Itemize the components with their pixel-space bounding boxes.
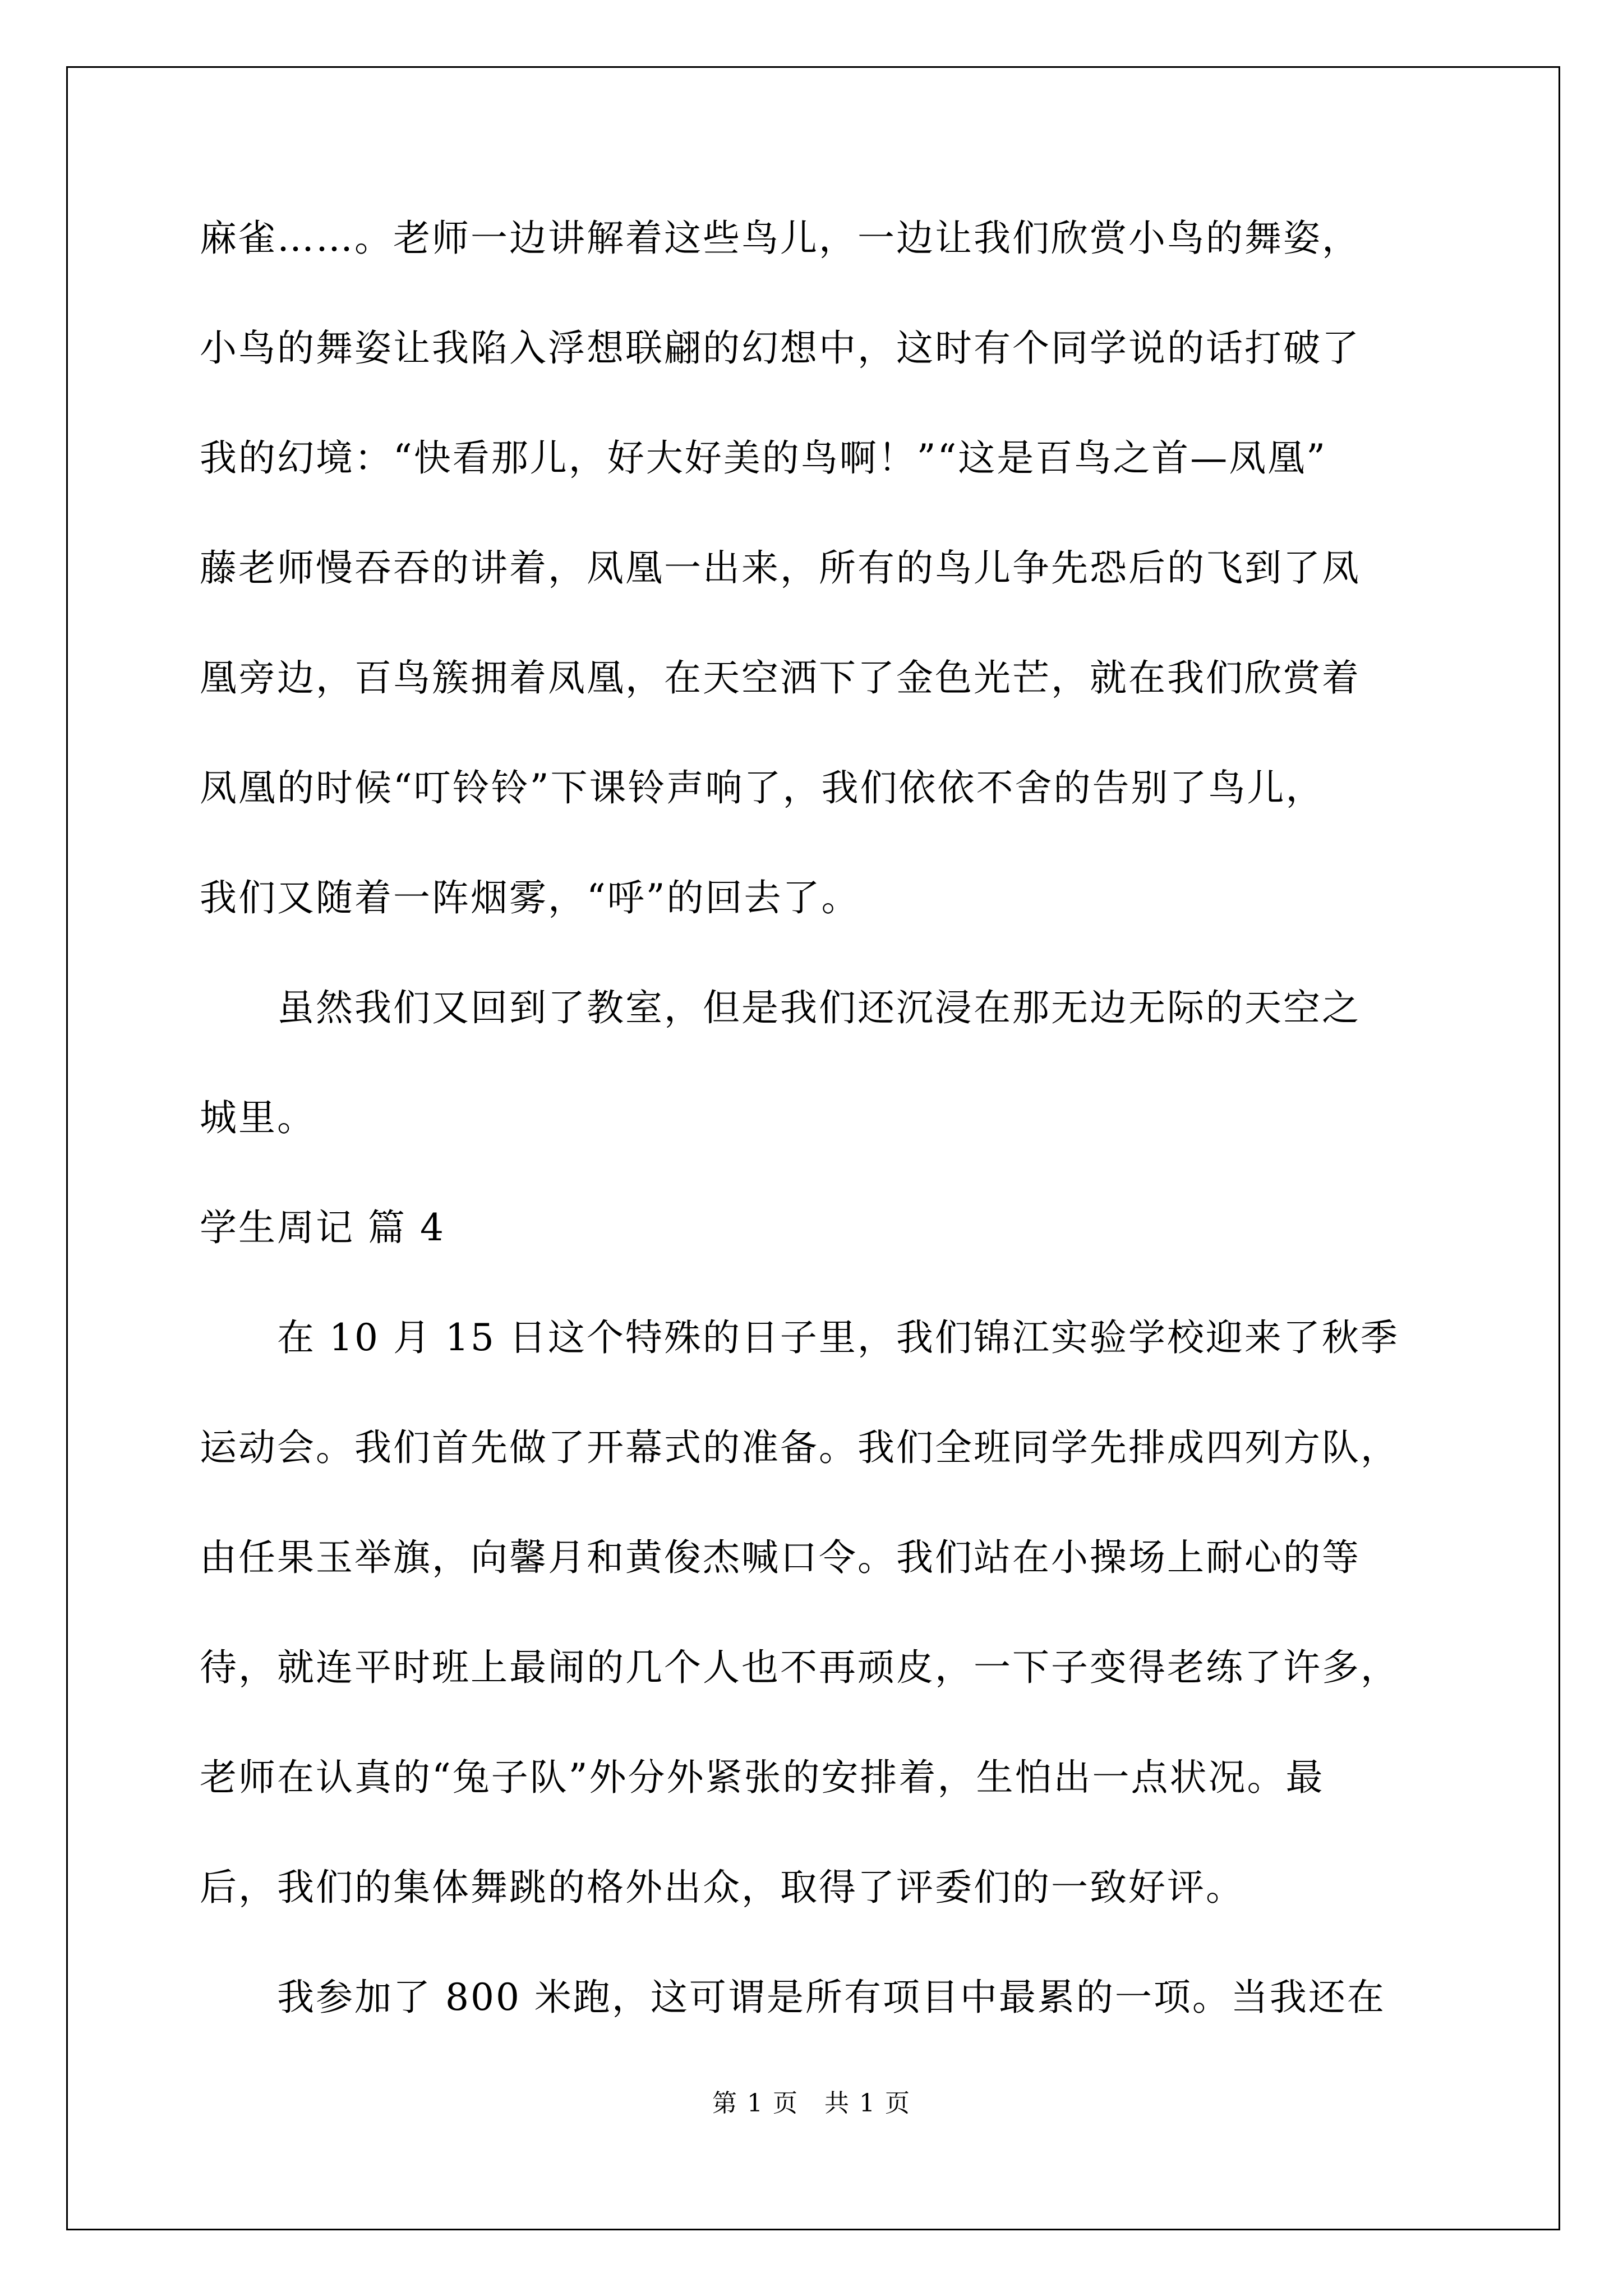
text-line: 由任果玉举旗，向馨月和黄俊杰喊口令。我们站在小操场上耐心的等 [200, 1536, 1361, 1579]
text-line: 我参加了 800 米跑，这可谓是所有项目中最累的一项。当我还在 [200, 1976, 1386, 2019]
text-line: 小鸟的舞姿让我陷入浮想联翩的幻想中，这时有个同学说的话打破了 [200, 326, 1361, 370]
text-line: 我们又随着一阵烟雾，“呼”的回去了。 [200, 876, 860, 919]
text-line: 老师在认真的“兔子队”外分外紧张的安排着，生怕出一点状况。最 [200, 1756, 1325, 1799]
text-line: 藤老师慢吞吞的讲着，凤凰一出来，所有的鸟儿争先恐后的飞到了凤 [200, 546, 1361, 590]
text-line: 凤凰的时候“叮铃铃”下课铃声响了，我们依依不舍的告别了鸟儿， [200, 766, 1325, 809]
section-heading: 学生周记 篇 4 [200, 1206, 445, 1249]
text-line: 麻雀……。老师一边讲解着这些鸟儿，一边让我们欣赏小鸟的舞姿， [200, 217, 1361, 260]
text-line: 城里。 [200, 1096, 316, 1139]
text-line: 运动会。我们首先做了开幕式的准备。我们全班同学先排成四列方队， [200, 1426, 1399, 1469]
text-line: 待，就连平时班上最闹的几个人也不再顽皮，一下子变得老练了许多， [200, 1646, 1399, 1689]
text-line: 我的幻境：“快看那儿，好大好美的鸟啊！”“这是百鸟之首—凤凰” [200, 436, 1327, 480]
text-line: 虽然我们又回到了教室，但是我们还沉浸在那无边无际的天空之 [200, 986, 1361, 1029]
text-line: 在 10 月 15 日这个特殊的日子里，我们锦江实验学校迎来了秋季 [200, 1316, 1399, 1359]
text-line: 后，我们的集体舞跳的格外出众，取得了评委们的一致好评。 [200, 1866, 1244, 1909]
text-line: 凰旁边，百鸟簇拥着凤凰，在天空洒下了金色光芒，就在我们欣赏着 [200, 656, 1361, 700]
document-body [200, 199, 1428, 2068]
page-footer: 第 1 页 共 1 页 [712, 2089, 911, 2118]
